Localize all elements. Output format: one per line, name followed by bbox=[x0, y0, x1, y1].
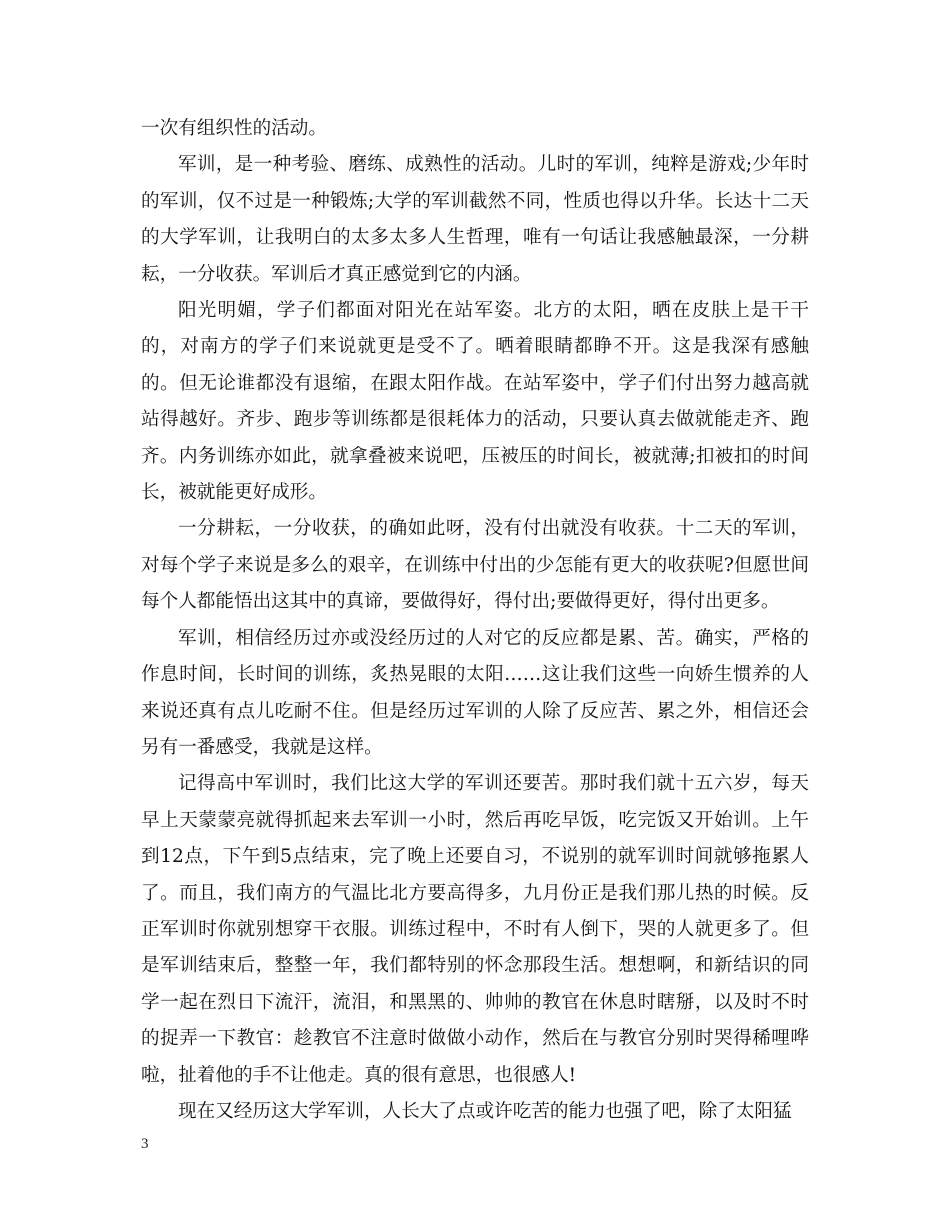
paragraph-4: 一分耕耘，一分收获，的确如此呀，没有付出就没有收获。十二天的军训，对每个学子来说是多么的艰辛，在训练中付出的少怎能有更大的收获呢?但愿世间每个人都能悟出这其中的真谛，要做得好，得付出;要做得更好，得付出更多。 bbox=[141, 518, 809, 613]
paragraph-1: 一次有组织性的活动。 bbox=[141, 118, 327, 139]
paragraph-3: 阳光明媚，学子们都面对阳光在站军姿。北方的太阳，晒在皮肤上是干干的，对南方的学子们来说就更是受不了。晒着眼睛都睁不开。这是我深有感触的。但无论谁都没有退缩，在跟太阳作战。在站军姿中，学子们付出努力越高就站得越好。齐步、跑步等训练都是很耗体力的活动，只要认真去做就能走齐、跑齐。内务训练亦如此，就拿叠被来说吧，压被压的时间长，被就薄;扣被扣的时间长，被就能更好成形。 bbox=[141, 300, 809, 504]
document-body bbox=[141, 111, 809, 1130]
paragraph-6: 记得高中军训时，我们比这大学的军训还要苦。那时我们就十五六岁，每天早上天蒙蒙亮就得抓起来去军训一小时，然后再吃早饭，吃完饭又开始训。上午到12点，下午到5点结束，完了晚上还要自习，不说别的就军训时间就够拖累人了。而且，我们南方的气温比北方要高得多，九月份正是我们那儿热的时候。反正军训时你就别想穿干衣服。训练过程中，不时有人倒下，哭的人就更多了。但是军训结束后，整整一年，我们都特别的怀念那段生活。想想啊，和新结识的同学一起在烈日下流汗，流泪，和黑黑的、帅帅的教官在休息时瞎掰，以及时不时的捉弄一下教官：趁教官不注意时做做小动作，然后在与教官分别时哭得稀哩哗啦，扯着他的手不让他走。真的很有意思，也很感人! bbox=[141, 773, 809, 1086]
paragraph-5: 军训，相信经历过亦或没经历过的人对它的反应都是累、苦。确实，严格的作息时间，长时间的训练，炙热晃眼的太阳……这让我们这些一向娇生惯养的人来说还真有点儿吃耐不住。但是经历过军训的人除了反应苦、累之外，相信还会另有一番感受，我就是这样。 bbox=[141, 627, 809, 758]
paragraph-7: 现在又经历这大学军训，人长大了点或许吃苦的能力也强了吧，除了太阳猛 bbox=[178, 1100, 792, 1122]
page-number: 3 bbox=[141, 1136, 149, 1152]
paragraph-2: 军训，是一种考验、磨练、成熟性的活动。儿时的军训，纯粹是游戏;少年时的军训，仅不过是一种锻炼;大学的军训截然不同，性质也得以升华。长达十二天的大学军训，让我明白的太多太多人生哲理，唯有一句话让我感触最深，一分耕耘，一分收获。军训后才真正感觉到它的内涵。 bbox=[141, 154, 809, 285]
